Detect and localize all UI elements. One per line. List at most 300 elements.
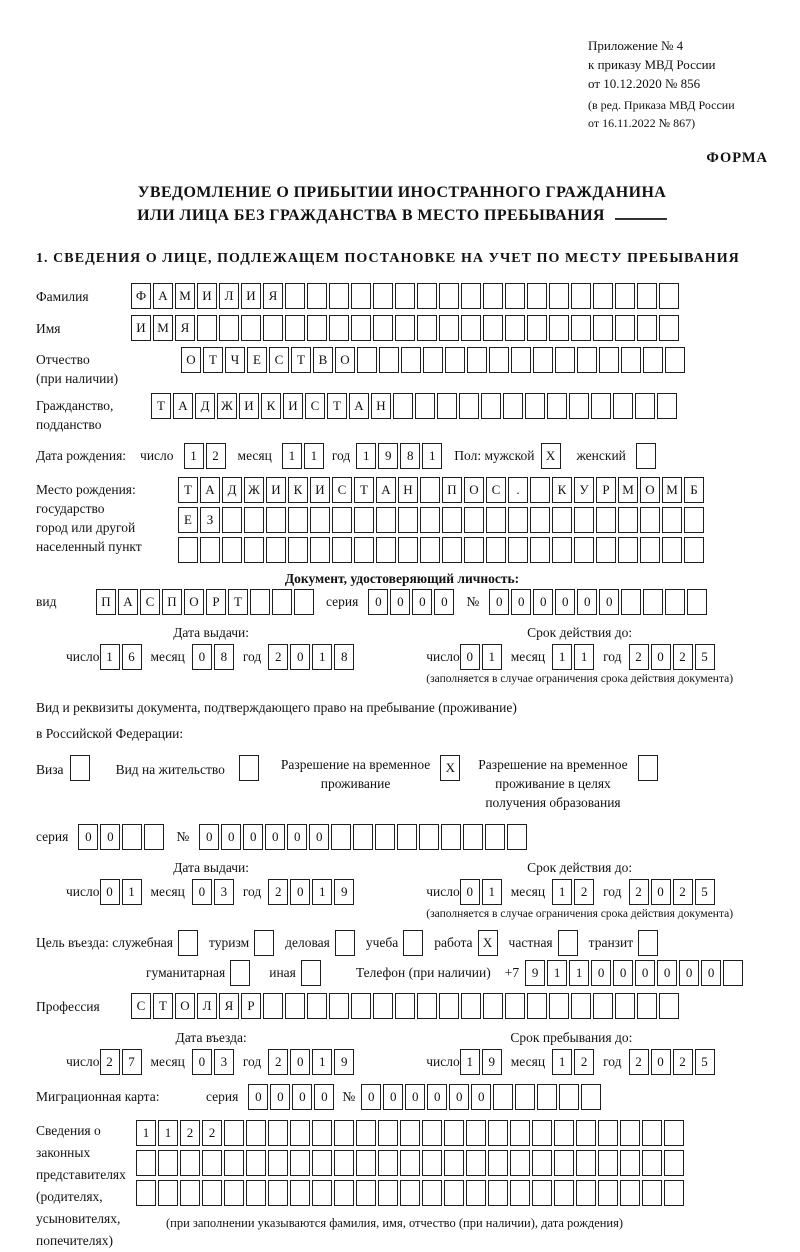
char-cell[interactable]: 2 <box>268 1049 288 1075</box>
char-cell[interactable] <box>637 315 657 341</box>
char-cell[interactable] <box>621 347 641 373</box>
char-cell[interactable] <box>417 315 437 341</box>
char-cell[interactable] <box>637 993 657 1019</box>
char-cell[interactable]: 0 <box>599 589 619 615</box>
char-cell[interactable] <box>420 477 440 503</box>
char-cell[interactable] <box>417 283 437 309</box>
char-cell[interactable] <box>510 1150 530 1176</box>
char-cell[interactable] <box>288 507 308 533</box>
char-cell[interactable] <box>598 1120 618 1146</box>
char-cell[interactable] <box>268 1120 288 1146</box>
char-cell[interactable]: 0 <box>651 1049 671 1075</box>
char-cell[interactable] <box>554 1150 574 1176</box>
char-cell[interactable]: 0 <box>287 824 307 850</box>
char-cell[interactable] <box>510 1120 530 1146</box>
char-cell[interactable] <box>481 393 501 419</box>
char-cell[interactable] <box>224 1180 244 1206</box>
char-cell[interactable]: С <box>269 347 289 373</box>
char-cell[interactable]: Т <box>178 477 198 503</box>
char-cell[interactable]: 1 <box>460 1049 480 1075</box>
char-cell[interactable] <box>532 1180 552 1206</box>
char-cell[interactable]: К <box>261 393 281 419</box>
char-cell[interactable]: 0 <box>270 1084 290 1110</box>
char-cell[interactable]: Б <box>684 477 704 503</box>
char-cell[interactable] <box>437 393 457 419</box>
char-cell[interactable] <box>200 537 220 563</box>
char-cell[interactable]: Р <box>241 993 261 1019</box>
char-cell[interactable] <box>552 537 572 563</box>
char-cell[interactable]: 0 <box>434 589 454 615</box>
char-cell[interactable]: 1 <box>312 1049 332 1075</box>
char-cell[interactable] <box>244 537 264 563</box>
char-cell[interactable]: 9 <box>378 443 398 469</box>
char-cell[interactable] <box>373 315 393 341</box>
char-cell[interactable]: 2 <box>268 879 288 905</box>
char-cell[interactable]: 0 <box>591 960 611 986</box>
char-cell[interactable]: 0 <box>449 1084 469 1110</box>
char-cell[interactable] <box>577 347 597 373</box>
char-cell[interactable]: 0 <box>657 960 677 986</box>
char-cell[interactable]: Л <box>197 993 217 1019</box>
char-cell[interactable] <box>422 1150 442 1176</box>
char-cell[interactable] <box>488 1120 508 1146</box>
char-cell[interactable]: К <box>552 477 572 503</box>
char-cell[interactable] <box>555 347 575 373</box>
char-cell[interactable] <box>288 537 308 563</box>
char-cell[interactable]: 1 <box>136 1120 156 1146</box>
char-cell[interactable] <box>537 1084 557 1110</box>
char-cell[interactable]: 0 <box>309 824 329 850</box>
char-cell[interactable]: 2 <box>673 879 693 905</box>
char-cell[interactable] <box>598 1180 618 1206</box>
char-cell[interactable]: 1 <box>158 1120 178 1146</box>
char-cell[interactable]: У <box>574 477 594 503</box>
char-cell[interactable] <box>618 507 638 533</box>
char-cell[interactable]: О <box>184 589 204 615</box>
char-cell[interactable] <box>571 993 591 1019</box>
char-cell[interactable]: 1 <box>282 443 302 469</box>
char-cell[interactable]: 1 <box>482 879 502 905</box>
char-cell[interactable] <box>266 507 286 533</box>
char-cell[interactable]: А <box>173 393 193 419</box>
char-cell[interactable] <box>290 1180 310 1206</box>
char-cell[interactable]: 1 <box>547 960 567 986</box>
char-cell[interactable] <box>439 283 459 309</box>
char-cell[interactable]: Н <box>398 477 418 503</box>
char-cell[interactable] <box>665 589 685 615</box>
char-cell[interactable]: Т <box>228 589 248 615</box>
char-cell[interactable]: 8 <box>214 644 234 670</box>
char-cell[interactable] <box>640 507 660 533</box>
char-cell[interactable]: 6 <box>122 644 142 670</box>
char-cell[interactable] <box>420 507 440 533</box>
char-cell[interactable]: 0 <box>383 1084 403 1110</box>
checkbox-cell[interactable] <box>638 930 658 956</box>
char-cell[interactable]: 0 <box>192 644 212 670</box>
char-cell[interactable] <box>294 589 314 615</box>
char-cell[interactable] <box>642 1150 662 1176</box>
char-cell[interactable]: А <box>376 477 396 503</box>
char-cell[interactable]: П <box>96 589 116 615</box>
char-cell[interactable]: 2 <box>100 1049 120 1075</box>
char-cell[interactable] <box>489 347 509 373</box>
char-cell[interactable] <box>723 960 743 986</box>
char-cell[interactable] <box>397 824 417 850</box>
char-cell[interactable] <box>376 507 396 533</box>
char-cell[interactable] <box>530 477 550 503</box>
char-cell[interactable] <box>263 315 283 341</box>
char-cell[interactable]: 2 <box>673 1049 693 1075</box>
char-cell[interactable] <box>596 507 616 533</box>
char-cell[interactable] <box>197 315 217 341</box>
char-cell[interactable] <box>581 1084 601 1110</box>
char-cell[interactable] <box>268 1180 288 1206</box>
char-cell[interactable] <box>439 993 459 1019</box>
char-cell[interactable] <box>483 993 503 1019</box>
char-cell[interactable] <box>576 1180 596 1206</box>
char-cell[interactable]: Ж <box>217 393 237 419</box>
char-cell[interactable]: 2 <box>574 879 594 905</box>
char-cell[interactable]: 0 <box>192 879 212 905</box>
char-cell[interactable]: С <box>140 589 160 615</box>
char-cell[interactable] <box>620 1180 640 1206</box>
char-cell[interactable] <box>444 1120 464 1146</box>
char-cell[interactable]: Р <box>596 477 616 503</box>
char-cell[interactable] <box>505 283 525 309</box>
char-cell[interactable] <box>329 283 349 309</box>
char-cell[interactable]: 1 <box>312 879 332 905</box>
char-cell[interactable] <box>268 1150 288 1176</box>
char-cell[interactable]: 1 <box>100 644 120 670</box>
char-cell[interactable] <box>574 537 594 563</box>
char-cell[interactable] <box>158 1180 178 1206</box>
char-cell[interactable] <box>180 1180 200 1206</box>
char-cell[interactable] <box>527 315 547 341</box>
char-cell[interactable]: Д <box>195 393 215 419</box>
char-cell[interactable]: 9 <box>334 1049 354 1075</box>
char-cell[interactable] <box>224 1150 244 1176</box>
char-cell[interactable] <box>290 1120 310 1146</box>
checkbox-cell[interactable]: X <box>478 930 498 956</box>
char-cell[interactable]: 0 <box>701 960 721 986</box>
char-cell[interactable]: 0 <box>290 1049 310 1075</box>
char-cell[interactable] <box>493 1084 513 1110</box>
char-cell[interactable] <box>401 347 421 373</box>
char-cell[interactable] <box>420 537 440 563</box>
checkbox-cell[interactable] <box>254 930 274 956</box>
char-cell[interactable]: 3 <box>214 879 234 905</box>
char-cell[interactable]: С <box>486 477 506 503</box>
char-cell[interactable] <box>664 1150 684 1176</box>
char-cell[interactable] <box>598 1150 618 1176</box>
char-cell[interactable]: С <box>305 393 325 419</box>
char-cell[interactable]: 0 <box>248 1084 268 1110</box>
char-cell[interactable] <box>376 537 396 563</box>
checkbox-cell[interactable] <box>403 930 423 956</box>
char-cell[interactable] <box>222 537 242 563</box>
char-cell[interactable] <box>272 589 292 615</box>
char-cell[interactable] <box>415 393 435 419</box>
char-cell[interactable]: С <box>332 477 352 503</box>
char-cell[interactable]: 0 <box>100 879 120 905</box>
char-cell[interactable] <box>334 1120 354 1146</box>
char-cell[interactable]: Д <box>222 477 242 503</box>
char-cell[interactable] <box>461 993 481 1019</box>
char-cell[interactable]: О <box>175 993 195 1019</box>
char-cell[interactable]: 1 <box>122 879 142 905</box>
char-cell[interactable]: 2 <box>629 1049 649 1075</box>
char-cell[interactable]: 0 <box>368 589 388 615</box>
char-cell[interactable] <box>664 1120 684 1146</box>
char-cell[interactable] <box>354 507 374 533</box>
char-cell[interactable] <box>635 393 655 419</box>
char-cell[interactable] <box>684 507 704 533</box>
char-cell[interactable]: 0 <box>199 824 219 850</box>
char-cell[interactable]: 0 <box>265 824 285 850</box>
char-cell[interactable] <box>351 283 371 309</box>
char-cell[interactable] <box>356 1150 376 1176</box>
char-cell[interactable] <box>571 283 591 309</box>
char-cell[interactable] <box>136 1150 156 1176</box>
char-cell[interactable] <box>461 315 481 341</box>
char-cell[interactable]: М <box>153 315 173 341</box>
char-cell[interactable]: 2 <box>629 644 649 670</box>
char-cell[interactable] <box>486 507 506 533</box>
char-cell[interactable] <box>379 347 399 373</box>
char-cell[interactable] <box>507 824 527 850</box>
char-cell[interactable]: 0 <box>243 824 263 850</box>
char-cell[interactable] <box>642 1180 662 1206</box>
char-cell[interactable] <box>417 993 437 1019</box>
char-cell[interactable]: 1 <box>552 1049 572 1075</box>
char-cell[interactable] <box>615 315 635 341</box>
char-cell[interactable]: 0 <box>679 960 699 986</box>
char-cell[interactable] <box>637 283 657 309</box>
char-cell[interactable] <box>665 347 685 373</box>
checkbox-cell[interactable] <box>636 443 656 469</box>
char-cell[interactable]: 8 <box>334 644 354 670</box>
char-cell[interactable] <box>334 1150 354 1176</box>
char-cell[interactable]: 1 <box>312 644 332 670</box>
char-cell[interactable] <box>307 993 327 1019</box>
char-cell[interactable]: 0 <box>651 644 671 670</box>
char-cell[interactable]: Я <box>219 993 239 1019</box>
char-cell[interactable]: 2 <box>268 644 288 670</box>
char-cell[interactable] <box>285 315 305 341</box>
char-cell[interactable]: 0 <box>651 879 671 905</box>
char-cell[interactable] <box>662 537 682 563</box>
char-cell[interactable]: И <box>266 477 286 503</box>
char-cell[interactable]: 0 <box>390 589 410 615</box>
char-cell[interactable] <box>459 393 479 419</box>
char-cell[interactable] <box>442 507 462 533</box>
char-cell[interactable] <box>444 1180 464 1206</box>
char-cell[interactable] <box>356 1180 376 1206</box>
char-cell[interactable] <box>576 1150 596 1176</box>
char-cell[interactable] <box>285 993 305 1019</box>
char-cell[interactable] <box>659 993 679 1019</box>
char-cell[interactable]: 2 <box>180 1120 200 1146</box>
char-cell[interactable]: П <box>162 589 182 615</box>
char-cell[interactable] <box>596 537 616 563</box>
char-cell[interactable]: Р <box>206 589 226 615</box>
char-cell[interactable] <box>222 507 242 533</box>
char-cell[interactable]: Т <box>291 347 311 373</box>
char-cell[interactable] <box>591 393 611 419</box>
char-cell[interactable] <box>659 283 679 309</box>
char-cell[interactable] <box>559 1084 579 1110</box>
char-cell[interactable]: 0 <box>290 644 310 670</box>
char-cell[interactable] <box>488 1150 508 1176</box>
char-cell[interactable]: М <box>662 477 682 503</box>
char-cell[interactable] <box>464 507 484 533</box>
char-cell[interactable] <box>574 507 594 533</box>
char-cell[interactable] <box>620 1120 640 1146</box>
char-cell[interactable]: И <box>197 283 217 309</box>
char-cell[interactable]: Ф <box>131 283 151 309</box>
char-cell[interactable]: 8 <box>400 443 420 469</box>
char-cell[interactable] <box>530 537 550 563</box>
char-cell[interactable] <box>351 993 371 1019</box>
char-cell[interactable] <box>642 1120 662 1146</box>
char-cell[interactable]: 0 <box>361 1084 381 1110</box>
char-cell[interactable] <box>505 993 525 1019</box>
char-cell[interactable] <box>202 1180 222 1206</box>
char-cell[interactable] <box>246 1150 266 1176</box>
char-cell[interactable] <box>576 1120 596 1146</box>
char-cell[interactable]: П <box>442 477 462 503</box>
char-cell[interactable] <box>659 315 679 341</box>
char-cell[interactable] <box>353 824 373 850</box>
char-cell[interactable] <box>466 1120 486 1146</box>
char-cell[interactable]: К <box>288 477 308 503</box>
char-cell[interactable] <box>442 537 462 563</box>
char-cell[interactable] <box>400 1120 420 1146</box>
char-cell[interactable] <box>593 283 613 309</box>
char-cell[interactable] <box>307 283 327 309</box>
char-cell[interactable]: А <box>349 393 369 419</box>
char-cell[interactable]: 0 <box>427 1084 447 1110</box>
char-cell[interactable]: О <box>181 347 201 373</box>
char-cell[interactable] <box>332 507 352 533</box>
char-cell[interactable]: 0 <box>221 824 241 850</box>
char-cell[interactable]: 0 <box>292 1084 312 1110</box>
char-cell[interactable] <box>180 1150 200 1176</box>
char-cell[interactable] <box>312 1120 332 1146</box>
char-cell[interactable] <box>505 315 525 341</box>
char-cell[interactable]: 3 <box>214 1049 234 1075</box>
char-cell[interactable]: И <box>283 393 303 419</box>
char-cell[interactable]: Л <box>219 283 239 309</box>
char-cell[interactable] <box>244 507 264 533</box>
char-cell[interactable]: 0 <box>489 589 509 615</box>
char-cell[interactable] <box>144 824 164 850</box>
char-cell[interactable] <box>621 589 641 615</box>
char-cell[interactable] <box>463 824 483 850</box>
char-cell[interactable] <box>599 347 619 373</box>
char-cell[interactable] <box>503 393 523 419</box>
char-cell[interactable] <box>422 1180 442 1206</box>
char-cell[interactable] <box>620 1150 640 1176</box>
char-cell[interactable] <box>508 537 528 563</box>
char-cell[interactable] <box>445 347 465 373</box>
char-cell[interactable] <box>312 1180 332 1206</box>
char-cell[interactable] <box>398 537 418 563</box>
char-cell[interactable]: И <box>131 315 151 341</box>
char-cell[interactable] <box>687 589 707 615</box>
char-cell[interactable] <box>485 824 505 850</box>
char-cell[interactable] <box>464 537 484 563</box>
char-cell[interactable] <box>357 347 377 373</box>
checkbox-cell[interactable] <box>301 960 321 986</box>
char-cell[interactable] <box>422 1120 442 1146</box>
char-cell[interactable] <box>515 1084 535 1110</box>
char-cell[interactable]: 1 <box>552 644 572 670</box>
char-cell[interactable]: 0 <box>460 879 480 905</box>
char-cell[interactable] <box>373 993 393 1019</box>
char-cell[interactable]: 0 <box>555 589 575 615</box>
char-cell[interactable] <box>554 1120 574 1146</box>
char-cell[interactable]: 0 <box>405 1084 425 1110</box>
char-cell[interactable]: Т <box>203 347 223 373</box>
char-cell[interactable] <box>395 283 415 309</box>
checkbox-cell[interactable]: X <box>440 755 460 781</box>
char-cell[interactable] <box>466 1150 486 1176</box>
char-cell[interactable] <box>461 283 481 309</box>
char-cell[interactable] <box>533 347 553 373</box>
char-cell[interactable]: 1 <box>422 443 442 469</box>
checkbox-cell[interactable] <box>230 960 250 986</box>
char-cell[interactable] <box>657 393 677 419</box>
char-cell[interactable]: Я <box>175 315 195 341</box>
char-cell[interactable] <box>158 1150 178 1176</box>
char-cell[interactable] <box>662 507 682 533</box>
char-cell[interactable] <box>373 283 393 309</box>
checkbox-cell[interactable] <box>558 930 578 956</box>
char-cell[interactable]: 0 <box>635 960 655 986</box>
char-cell[interactable]: 0 <box>511 589 531 615</box>
char-cell[interactable] <box>530 507 550 533</box>
char-cell[interactable]: О <box>335 347 355 373</box>
char-cell[interactable] <box>488 1180 508 1206</box>
title-blank-line[interactable] <box>615 206 667 220</box>
char-cell[interactable]: О <box>640 477 660 503</box>
char-cell[interactable] <box>569 393 589 419</box>
char-cell[interactable]: 1 <box>184 443 204 469</box>
char-cell[interactable] <box>334 1180 354 1206</box>
char-cell[interactable] <box>466 1180 486 1206</box>
char-cell[interactable]: 1 <box>356 443 376 469</box>
char-cell[interactable] <box>331 824 351 850</box>
char-cell[interactable]: Е <box>247 347 267 373</box>
char-cell[interactable] <box>329 993 349 1019</box>
char-cell[interactable]: М <box>618 477 638 503</box>
char-cell[interactable] <box>307 315 327 341</box>
char-cell[interactable]: А <box>118 589 138 615</box>
char-cell[interactable]: 0 <box>100 824 120 850</box>
char-cell[interactable]: 0 <box>314 1084 334 1110</box>
char-cell[interactable] <box>571 315 591 341</box>
char-cell[interactable]: 0 <box>533 589 553 615</box>
char-cell[interactable] <box>527 283 547 309</box>
char-cell[interactable]: Т <box>153 993 173 1019</box>
char-cell[interactable] <box>593 315 613 341</box>
char-cell[interactable] <box>483 283 503 309</box>
char-cell[interactable] <box>554 1180 574 1206</box>
char-cell[interactable]: Я <box>263 283 283 309</box>
char-cell[interactable] <box>219 315 239 341</box>
char-cell[interactable] <box>250 589 270 615</box>
